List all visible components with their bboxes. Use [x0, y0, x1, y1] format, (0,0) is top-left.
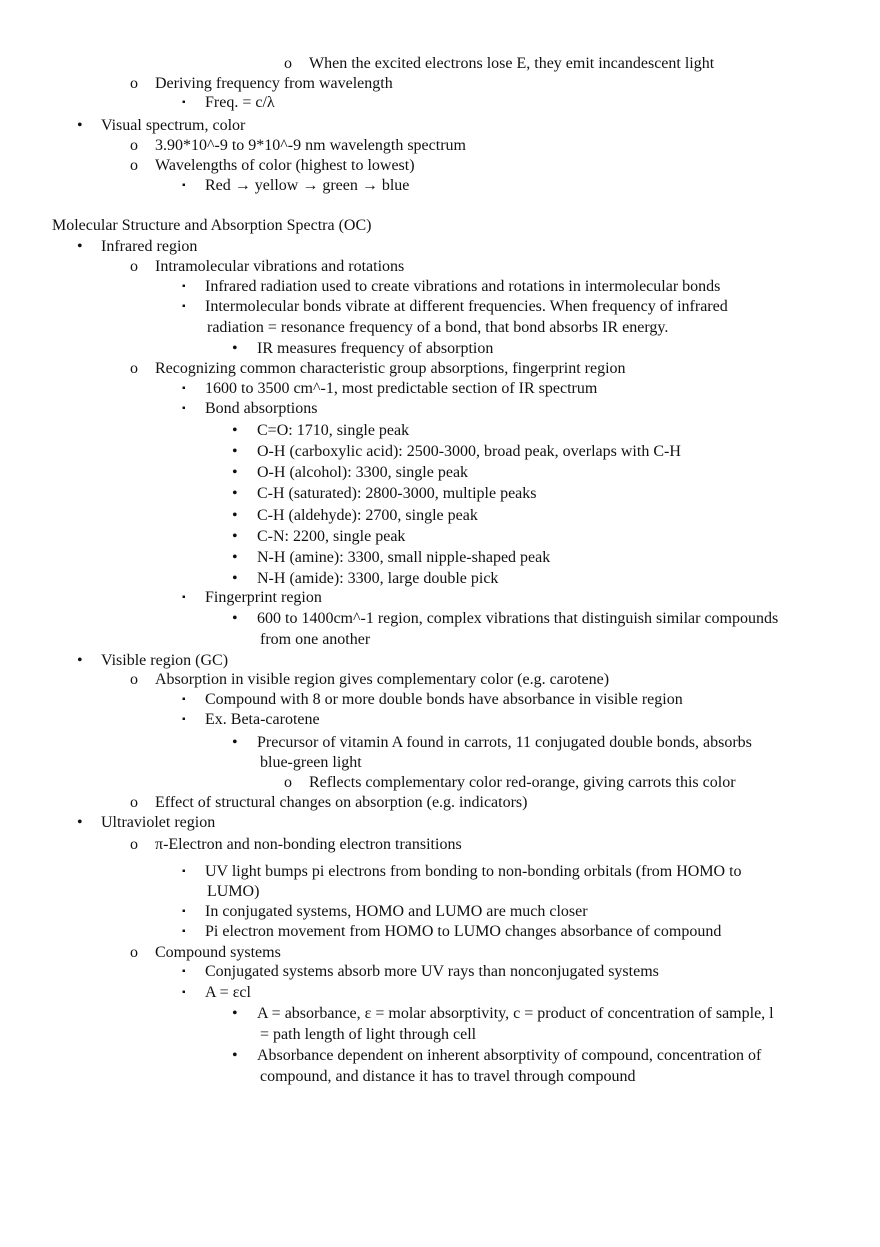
text-line-continuation: blue-green light: [260, 754, 362, 771]
text-line: Red → yellow → green → blue: [205, 177, 410, 194]
text-line: Fingerprint region: [205, 589, 322, 606]
circle-marker: o: [130, 944, 138, 961]
text-line: Ultraviolet region: [101, 814, 216, 831]
text-line: Deriving frequency from wavelength: [155, 75, 393, 92]
text-line: Precursor of vitamin A found in carrots, 11 conjugated double bonds, absorbs: [257, 734, 752, 751]
text-line: Reflects complementary color red-orange, giving carrots this color: [309, 774, 736, 791]
text-line: Recognizing common characteristic group absorptions, fingerprint region: [155, 360, 626, 377]
bullet-marker: •: [232, 610, 238, 627]
text-line: Absorbance dependent on inherent absorptivity of compound, concentration of: [257, 1047, 762, 1064]
text-line: Infrared region: [101, 238, 198, 255]
square-marker: ▪: [182, 987, 186, 998]
text-line: π-Electron and non-bonding electron transitions: [155, 836, 462, 853]
circle-marker: o: [130, 794, 138, 811]
text-line: In conjugated systems, HOMO and LUMO are much closer: [205, 903, 588, 920]
square-marker: ▪: [182, 383, 186, 394]
bullet-marker: •: [77, 117, 83, 134]
text-line: Absorption in visible region gives complementary color (e.g. carotene): [155, 671, 610, 688]
text-line: IR measures frequency of absorption: [257, 340, 494, 357]
square-marker: ▪: [182, 714, 186, 725]
circle-marker: o: [130, 258, 138, 275]
text-line: N-H (amide): 3300, large double pick: [257, 570, 499, 587]
bullet-marker: •: [77, 652, 83, 669]
bullet-marker: •: [232, 485, 238, 502]
square-marker: ▪: [182, 301, 186, 312]
bullet-marker: •: [77, 238, 83, 255]
circle-marker: o: [130, 836, 138, 853]
bullet-marker: •: [232, 1047, 238, 1064]
square-marker: ▪: [182, 403, 186, 414]
bullet-marker: •: [232, 422, 238, 439]
square-marker: ▪: [182, 906, 186, 917]
circle-marker: o: [130, 360, 138, 377]
text-line: C=O: 1710, single peak: [257, 422, 410, 439]
text-line: Infrared radiation used to create vibrations and rotations in intermolecular bonds: [205, 278, 721, 295]
text-line: Bond absorptions: [205, 400, 318, 417]
section-heading: Molecular Structure and Absorption Spectra (OC): [52, 217, 372, 234]
square-marker: ▪: [182, 926, 186, 937]
text-line: Effect of structural changes on absorption (e.g. indicators): [155, 794, 528, 811]
text-line-continuation: radiation = resonance frequency of a bond, that bond absorbs IR energy.: [207, 319, 669, 336]
bullet-marker: •: [232, 340, 238, 357]
text-line: Pi electron movement from HOMO to LUMO changes absorbance of compound: [205, 923, 722, 940]
bullet-marker: •: [232, 734, 238, 751]
circle-marker: o: [130, 671, 138, 688]
bullet-marker: •: [232, 549, 238, 566]
square-marker: ▪: [182, 966, 186, 977]
square-marker: ▪: [182, 866, 186, 877]
text-line: C-H (aldehyde): 2700, single peak: [257, 507, 478, 524]
circle-marker: o: [284, 55, 292, 72]
text-line: Compound with 8 or more double bonds have absorbance in visible region: [205, 691, 683, 708]
text-line: When the excited electrons lose E, they emit incandescent light: [309, 55, 715, 72]
text-line: C-H (saturated): 2800-3000, multiple peaks: [257, 485, 537, 502]
circle-marker: o: [284, 774, 292, 791]
text-line: UV light bumps pi electrons from bonding to non-bonding orbitals (from HOMO to: [205, 863, 742, 880]
square-marker: ▪: [182, 281, 186, 292]
text-line: Wavelengths of color (highest to lowest): [155, 157, 415, 174]
text-line-continuation: LUMO): [207, 883, 260, 900]
text-line: Conjugated systems absorb more UV rays than nonconjugated systems: [205, 963, 659, 980]
text-line: 1600 to 3500 cm^-1, most predictable section of IR spectrum: [205, 380, 598, 397]
text-line: 600 to 1400cm^-1 region, complex vibrations that distinguish similar compounds: [257, 610, 779, 627]
circle-marker: o: [130, 75, 138, 92]
bullet-marker: •: [232, 464, 238, 481]
square-marker: ▪: [182, 97, 186, 108]
text-line: N-H (amine): 3300, small nipple-shaped peak: [257, 549, 551, 566]
text-line: A = εcl: [205, 984, 251, 1001]
text-line: O-H (alcohol): 3300, single peak: [257, 464, 469, 481]
square-marker: ▪: [182, 592, 186, 603]
bullet-marker: •: [232, 1005, 238, 1022]
text-line: 3.90*10^-9 to 9*10^-9 nm wavelength spectrum: [155, 137, 466, 154]
text-line: C-N: 2200, single peak: [257, 528, 406, 545]
text-line: Freq. = c/λ: [205, 94, 275, 111]
bullet-marker: •: [77, 814, 83, 831]
text-line: Intermolecular bonds vibrate at different frequencies. When frequency of infrared: [205, 298, 728, 315]
text-line: Visible region (GC): [101, 652, 229, 669]
text-line: A = absorbance, ε = molar absorptivity, c = product of concentration of sample, l: [257, 1005, 774, 1022]
text-line: O-H (carboxylic acid): 2500-3000, broad peak, overlaps with C-H: [257, 443, 681, 460]
bullet-marker: •: [232, 528, 238, 545]
text-line-continuation: compound, and distance it has to travel through compound: [260, 1068, 636, 1085]
text-line: Intramolecular vibrations and rotations: [155, 258, 405, 275]
text-line: Compound systems: [155, 944, 281, 961]
bullet-marker: •: [232, 507, 238, 524]
text-line: Ex. Beta-carotene: [205, 711, 320, 728]
text-line-continuation: from one another: [260, 631, 371, 648]
square-marker: ▪: [182, 180, 186, 191]
text-line: Visual spectrum, color: [101, 117, 246, 134]
circle-marker: o: [130, 157, 138, 174]
bullet-marker: •: [232, 570, 238, 587]
text-line-continuation: = path length of light through cell: [260, 1026, 477, 1043]
square-marker: ▪: [182, 694, 186, 705]
circle-marker: o: [130, 137, 138, 154]
bullet-marker: •: [232, 443, 238, 460]
